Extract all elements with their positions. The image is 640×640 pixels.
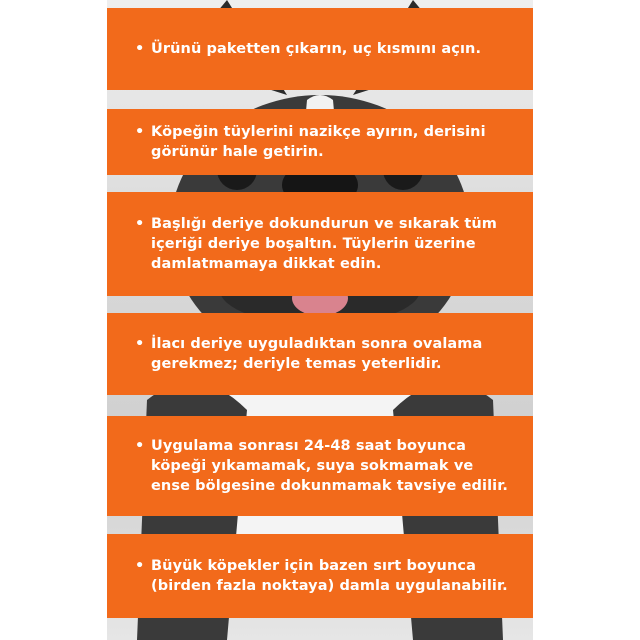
instruction-card <box>107 192 533 296</box>
bullet-icon: • <box>135 124 145 140</box>
instruction-item <box>135 436 515 496</box>
bullet-icon: • <box>135 41 145 57</box>
instruction-item <box>135 122 515 162</box>
bullet-icon: • <box>135 558 145 574</box>
bullet-icon: • <box>135 336 145 352</box>
instruction-text: Köpeğin tüylerini nazikçe ayırın, derisini görünür hale getirin. <box>151 124 486 160</box>
instruction-card <box>107 416 533 516</box>
instruction-item <box>135 214 515 274</box>
instruction-item <box>135 334 515 374</box>
instruction-text: Başlığı deriye dokundurun ve sıkarak tüm içeriği deriye boşaltın. Tüylerin üzerine damlatmamaya dikkat edin. <box>151 216 498 272</box>
instruction-text: İlacı deriye uyguladıktan sonra ovalama gerekmez; deriyle temas yeterlidir. <box>151 336 483 372</box>
instruction-graphic <box>107 0 533 640</box>
bullet-icon: • <box>135 438 145 454</box>
instruction-card <box>107 313 533 395</box>
instruction-card <box>107 109 533 175</box>
instruction-text: Ürünü paketten çıkarın, uç kısmını açın. <box>151 41 482 57</box>
instruction-card <box>107 8 533 90</box>
instruction-item <box>135 39 482 59</box>
instruction-item <box>135 556 515 596</box>
instruction-text: Büyük köpekler için bazen sırt boyunca (birden fazla noktaya) damla uygulanabilir. <box>151 558 508 594</box>
instruction-card <box>107 534 533 618</box>
bullet-icon: • <box>135 216 145 232</box>
instruction-text: Uygulama sonrası 24-48 saat boyunca köpeği yıkamamak, suya sokmamak ve ense bölgesine dokunmamak tavsiye edilir. <box>151 438 509 494</box>
